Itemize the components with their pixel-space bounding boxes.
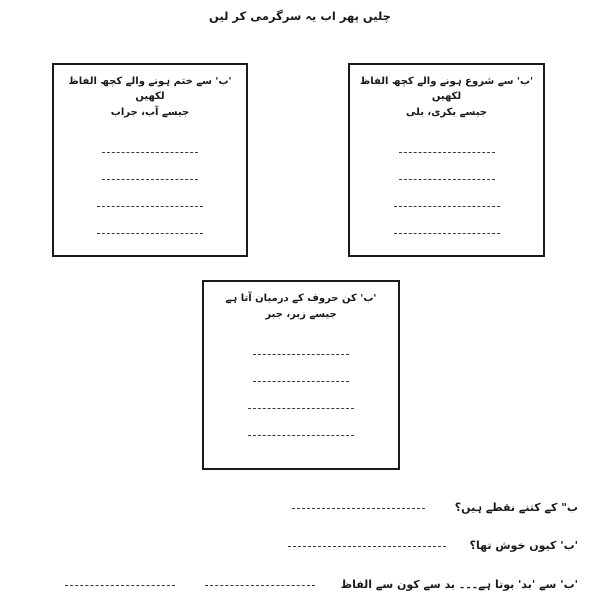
- question-text: 'ب' سے 'بد' بوتا ہے۔۔۔ بد سے کون سے الفاظ: [340, 578, 578, 591]
- answer-lines: [350, 140, 543, 234]
- question-row-why-happy: [288, 538, 578, 554]
- answer-blank[interactable]: [288, 546, 446, 547]
- answer-line[interactable]: [394, 233, 500, 234]
- activity-prompt: 'ب' کن حروف کے درمیان آتا ہے: [225, 293, 377, 304]
- answer-line[interactable]: [97, 233, 203, 234]
- question-text: ب" کے کتنے نقطے ہیں؟: [454, 501, 578, 514]
- answer-line[interactable]: [102, 152, 198, 153]
- answer-blank[interactable]: [65, 585, 175, 586]
- activity-prompt: 'ب' سے ختم ہونے والے کچھ الفاظ لکھیں: [68, 76, 232, 102]
- activity-box-bay-in-middle: [202, 280, 400, 470]
- question-row-dots-count: [292, 500, 578, 516]
- answer-lines: [204, 342, 398, 436]
- activity-example: جیسے زبر، جبر: [265, 309, 337, 320]
- question-row-bad-words: [65, 577, 578, 593]
- page-title: چلیں پھر اب یہ سرگرمی کر لیں: [209, 9, 391, 23]
- activity-prompt: 'ب' سے شروع ہونے والے کچھ الفاظ لکھیں: [359, 76, 534, 102]
- question-text: 'ب' کیوں خوش تھا؟: [469, 539, 578, 552]
- answer-line[interactable]: [399, 179, 495, 180]
- answer-line[interactable]: [253, 381, 349, 382]
- answer-line[interactable]: [248, 408, 354, 409]
- answer-blank[interactable]: [292, 508, 425, 509]
- activity-example: جیسے بکری، بلی: [406, 107, 487, 118]
- answer-line[interactable]: [394, 206, 500, 207]
- answer-line[interactable]: [399, 152, 495, 153]
- answer-blank[interactable]: [205, 585, 315, 586]
- answer-lines: [54, 140, 246, 234]
- activity-example: جیسے آب، جراب: [110, 107, 190, 118]
- activity-box-ending-with-bay: [52, 63, 248, 257]
- activity-box-starting-with-bay: [348, 63, 545, 257]
- answer-line[interactable]: [253, 354, 349, 355]
- answer-line[interactable]: [248, 435, 354, 436]
- answer-line[interactable]: [97, 206, 203, 207]
- answer-line[interactable]: [102, 179, 198, 180]
